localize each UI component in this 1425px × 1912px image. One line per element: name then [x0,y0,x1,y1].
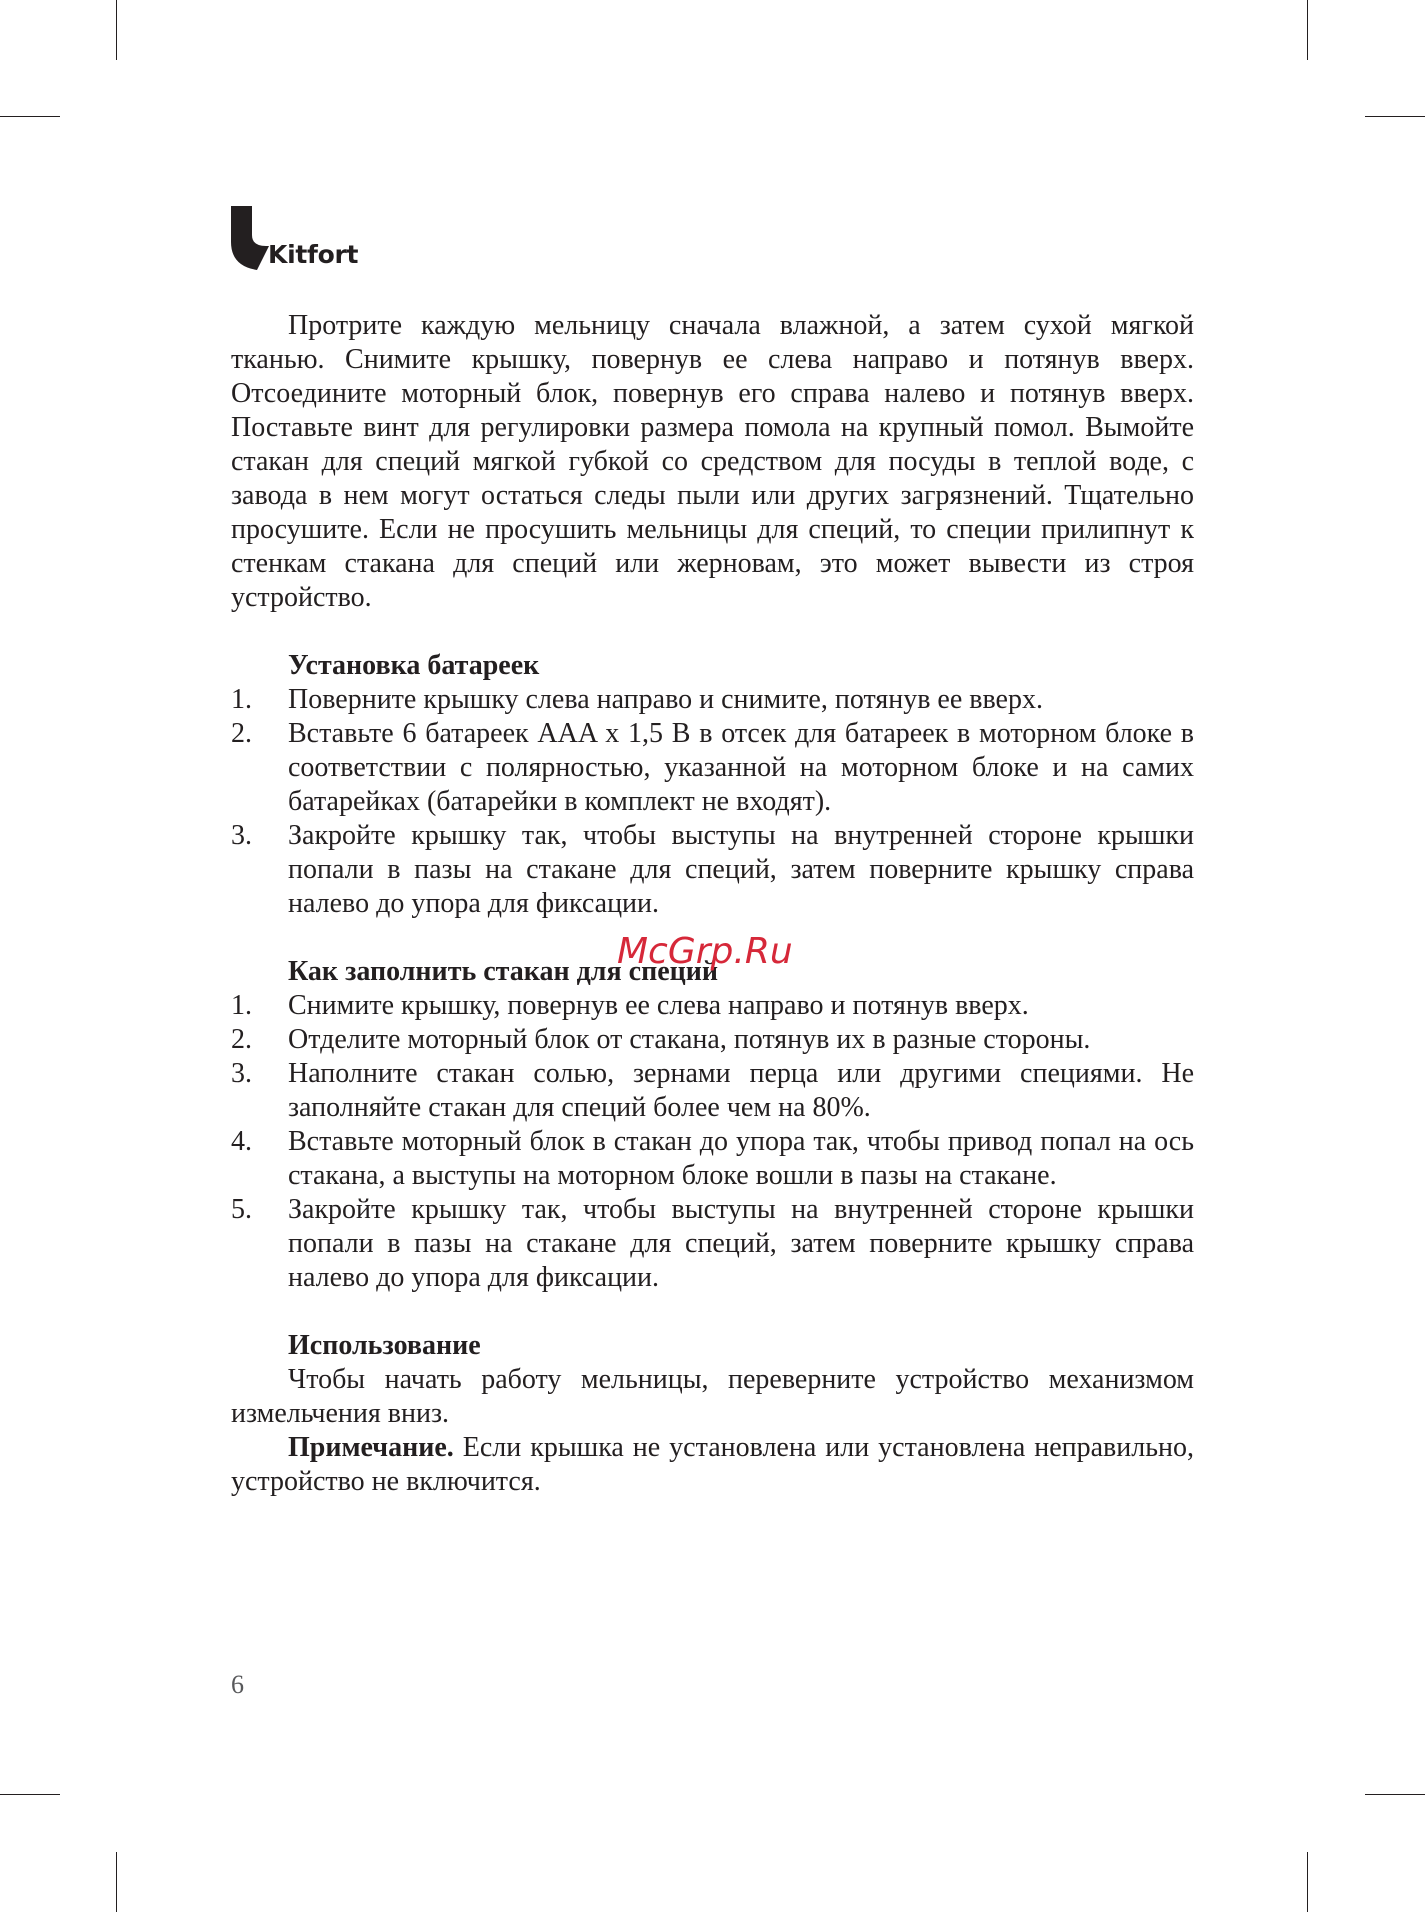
list-number: 3. [231,1058,252,1089]
crop-mark [1307,0,1308,60]
note-label: Примечание. [288,1432,454,1463]
list-item [231,683,1194,717]
list-number: 4. [231,1126,252,1157]
list-text: Вставьте 6 батареек AAA x 1,5 В в отсек для батареек в моторном блоке в соответствии с полярностью, указанной на моторном блоке и на самих батарейках (батарейки в комплект не входят). [288,718,1194,817]
list-text: Закройте крышку так, чтобы выступы на внутренней стороне крышки попали в пазы на стакане для специй, затем поверните крышку справа налево до упора для фиксации. [288,1194,1194,1293]
intro-paragraph: Протрите каждую мельницу сначала влажной, а затем сухой мягкой тканью. Снимите крышку, повернув ее слева направо и потянув вверх. Отсоедините моторный блок, повернув его справа налево и потянув вверх. Поставьте винт для регулировки размера помола на крупный помол. Вымойте стакан для специй мягкой губкой со средством для посуды в теплой воде, с завода в нем могут остаться следы пыли или других загрязнений. Тщательно просушите. Если не просушить мельницы для специй, то специи прилипнут к стенкам стакана для специй или жерновам, это может вывести из строя устройство. [231,310,1194,613]
battery-steps-list [231,683,1194,921]
list-item [231,989,1194,1023]
crop-mark [1365,1794,1425,1795]
list-number: 5. [231,1194,252,1225]
list-number: 1. [231,684,252,715]
fill-heading: Как заполнить стакан для специй [288,956,719,987]
list-item [231,819,1194,921]
fill-steps-list [231,989,1194,1295]
battery-heading: Установка батареек [288,650,540,681]
crop-mark [0,116,60,117]
page-number: 6 [231,1670,244,1699]
list-number: 2. [231,718,252,749]
list-number: 3. [231,820,252,851]
list-item [231,1193,1194,1295]
list-text: Наполните стакан солью, зернами перца или другими специями. Не заполняйте стакан для специй более чем на 80%. [288,1058,1194,1123]
list-item [231,1023,1194,1057]
note-text: Если крышка не установлена или установлена неправильно, устройство не включится. [231,1432,1194,1497]
list-text: Снимите крышку, повернув ее слева направо и потянув вверх. [288,990,1029,1021]
crop-mark [116,0,117,60]
list-text: Вставьте моторный блок в стакан до упора так, чтобы привод попал на ось стакана, а выступы на моторном блоке вошли в пазы на стакане. [288,1126,1194,1191]
brand-name: Kitfort [268,240,359,269]
list-text: Отделите моторный блок от стакана, потянув их в разные стороны. [288,1024,1091,1055]
list-text: Поверните крышку слева направо и снимите, потянув ее вверх. [288,684,1043,715]
crop-mark [116,1852,117,1912]
document-body [231,309,1194,1499]
usage-paragraph: Чтобы начать работу мельницы, переверните устройство механизмом измельчения вниз. [231,1364,1194,1429]
list-item [231,1125,1194,1193]
list-number: 1. [231,990,252,1021]
list-text: Закройте крышку так, чтобы выступы на внутренней стороне крышки попали в пазы на стакане для специй, затем поверните крышку справа налево до упора для фиксации. [288,820,1194,919]
crop-mark [1365,116,1425,117]
watermark: McGrp.Ru [617,931,793,972]
crop-mark [0,1794,60,1795]
usage-heading: Использование [288,1330,481,1361]
list-item [231,717,1194,819]
kitfort-mark-icon [231,206,271,270]
list-item [231,1057,1194,1125]
brand-logo [231,206,371,270]
crop-mark [1307,1852,1308,1912]
note-paragraph [231,1431,1194,1499]
list-number: 2. [231,1024,252,1055]
